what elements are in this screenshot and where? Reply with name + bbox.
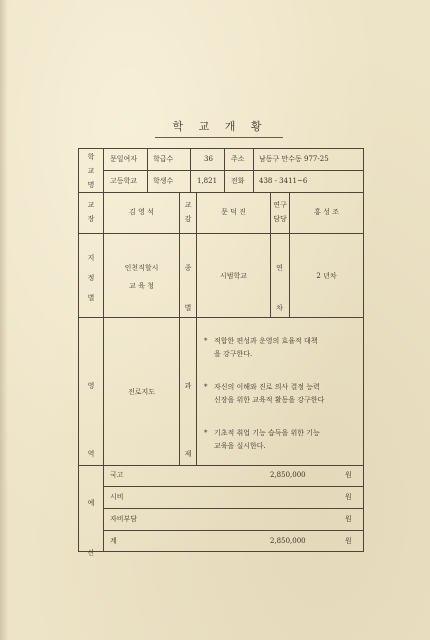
budget-amount: 2,850,000 — [270, 537, 306, 545]
budget-item-name: 국고 — [110, 471, 124, 479]
type-label: 종 별 — [184, 264, 192, 312]
budget-item-name: 자비부담 — [110, 515, 138, 523]
research-label: 연구 담당 — [273, 201, 287, 223]
students-label: 학생수 — [153, 177, 174, 185]
task-bullet: * — [204, 383, 208, 391]
row-divider — [103, 508, 364, 509]
address-label: 주소 — [231, 155, 245, 163]
area-value: 진로지도 — [127, 388, 156, 396]
budget-item-name: 계 — [110, 537, 117, 545]
agency-line1: 인천직할시 — [124, 264, 159, 272]
budget-unit: 원 — [345, 493, 352, 501]
area-label: 영 역 — [87, 382, 95, 458]
row-divider — [78, 192, 364, 193]
col-divider — [196, 192, 197, 465]
budget-unit: 원 — [345, 471, 352, 479]
school-name-label: 학 교 명 — [87, 153, 95, 189]
vice-principal-label: 교 감 — [184, 201, 192, 223]
title-underline — [155, 137, 283, 138]
document-title: 학 교 개 황 — [172, 120, 268, 133]
designation-label: 지 정 별 — [87, 254, 95, 302]
row-divider — [103, 530, 364, 531]
budget-amount: 2,850,000 — [270, 471, 306, 479]
table-border-top — [78, 148, 364, 149]
agency-line2: 교 육 청 — [129, 282, 154, 290]
row-divider — [78, 233, 364, 234]
budget-unit: 원 — [345, 537, 352, 545]
task-text-line2: 교육을 실시한다. — [214, 442, 266, 450]
col-divider — [103, 192, 104, 465]
task-text-line2: 신장을 위한 교육적 활동을 강구한다 — [214, 396, 325, 404]
task-bullet: * — [204, 429, 208, 437]
row-divider — [78, 317, 364, 318]
research-name: 홍 성 조 — [314, 208, 339, 216]
task-label: 과 제 — [184, 382, 192, 458]
year-value: 2 년차 — [316, 272, 337, 280]
year-label: 연 차 — [276, 264, 283, 312]
classes-value: 36 — [204, 155, 213, 163]
task-bullet: * — [204, 337, 208, 345]
budget-item-name: 시비 — [110, 493, 124, 501]
table-border-bottom — [78, 551, 364, 552]
row-divider — [103, 170, 364, 171]
school-name-line2: 고등학교 — [110, 177, 138, 185]
task-text-line1: 자신의 이해와 진로 의사 결정 능력 — [214, 383, 320, 391]
task-text-line1: 기초적 취업 기능 습득을 위한 기능 — [214, 429, 320, 437]
address-value: 남동구 만수동 977-25 — [259, 155, 329, 163]
task-text-line2: 을 강구한다. — [214, 350, 253, 358]
type-value: 시범학교 — [219, 272, 248, 280]
page-shadow-edge — [0, 0, 8, 640]
table-border-right — [363, 148, 364, 552]
principal-name: 김 영 석 — [129, 208, 154, 216]
budget-label: 예 산 — [87, 499, 95, 557]
task-text-line1: 적합한 편성과 운영의 효율적 대책 — [214, 337, 318, 345]
phone-label: 전화 — [231, 177, 245, 185]
budget-unit: 원 — [345, 515, 352, 523]
phone-value: 438 - 3411~6 — [259, 177, 308, 185]
vice-principal-name: 문 덕 진 — [221, 208, 246, 216]
classes-label: 학급수 — [153, 155, 174, 163]
students-value: 1,821 — [197, 177, 218, 185]
school-name-line1: 문일여자 — [110, 155, 138, 163]
row-divider — [78, 465, 364, 466]
principal-label: 교 장 — [87, 201, 95, 223]
row-divider — [103, 486, 364, 487]
